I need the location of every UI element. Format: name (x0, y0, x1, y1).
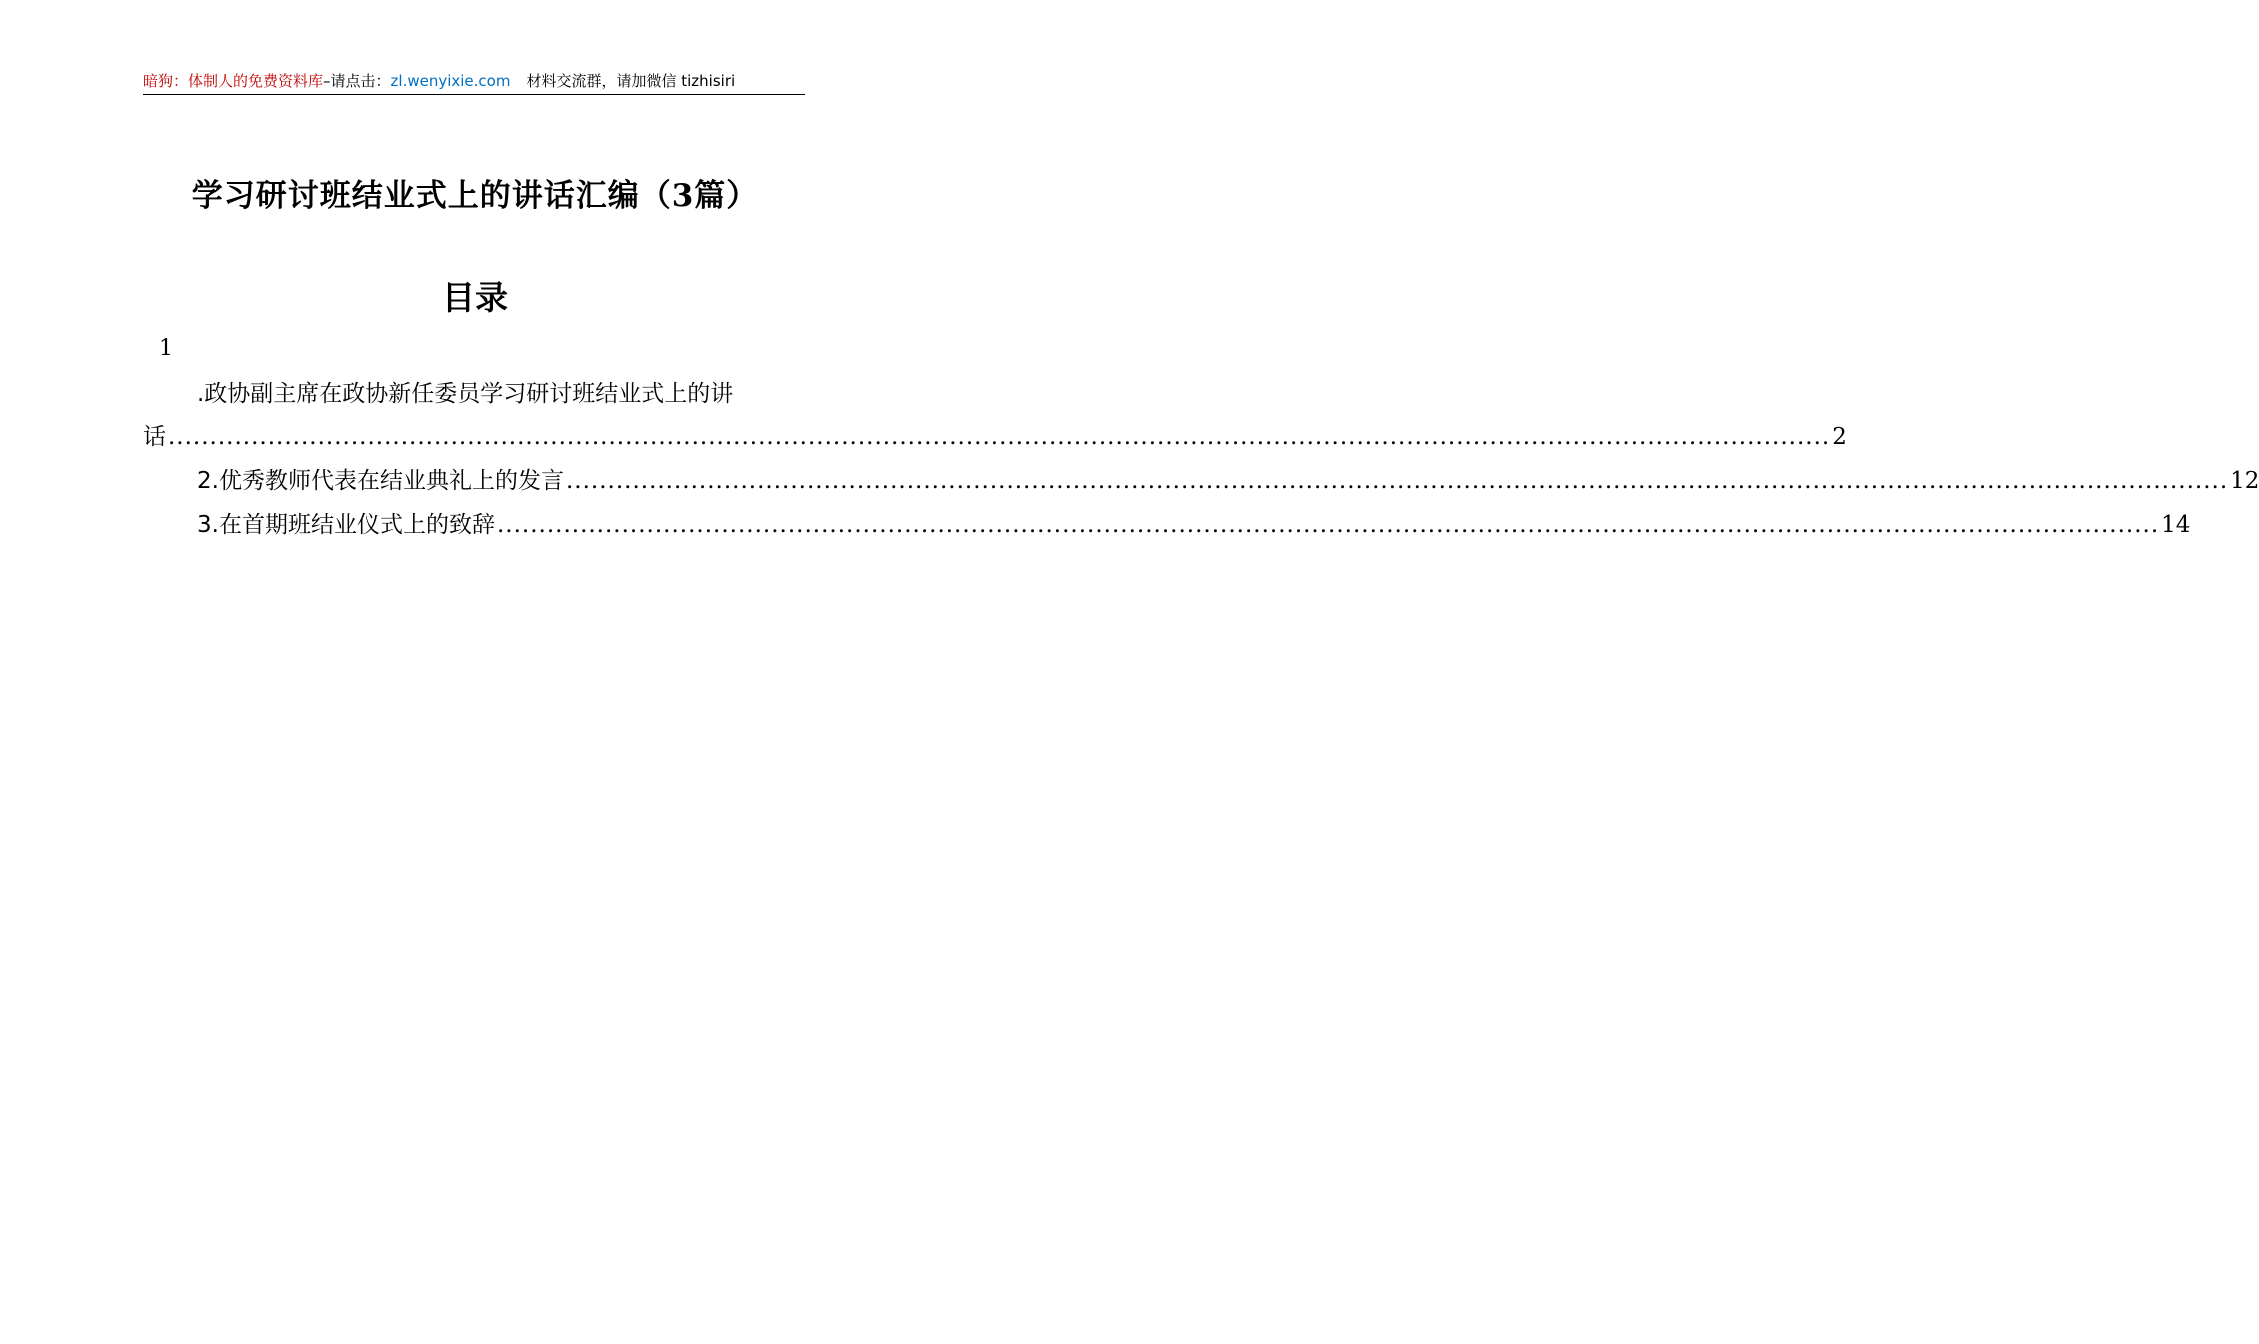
toc-entry-1-line1[interactable] (197, 377, 807, 411)
toc-entry-2-page: 12 (2230, 468, 2259, 494)
toc-entry-2-leader: ........................................................................................................................................................................................................ (565, 468, 2229, 494)
toc-entry-1-text-line2: 话 (143, 424, 166, 450)
header-brand: 暗狗：体制人的免费资料库 (143, 72, 324, 90)
toc-entry-1-line2[interactable] (143, 420, 1847, 454)
toc-entry-3-text: 3.在首期班结业仪式上的致辞 (197, 512, 495, 538)
header-click-prompt: –请点击： (323, 72, 391, 90)
toc-entry-2-text: 2.优秀教师代表在结业典礼上的发言 (197, 468, 564, 494)
toc-entry-1-text-line1: .政协副主席在政协新任委员学习研讨班结业式上的讲 (197, 381, 734, 407)
toc-entry-1-number: 1 (159, 336, 173, 361)
header-link[interactable]: zl.wenyixie.com (390, 72, 511, 90)
header-contact: 材料交流群，请加微信 tizhisiri (526, 72, 736, 90)
toc-entry-3[interactable] (197, 508, 2191, 542)
toc-heading: 目录 (442, 278, 508, 317)
document-title: 学习研讨班结业式上的讲话汇编（3篇） (191, 178, 759, 214)
page-header (143, 70, 805, 95)
toc-entry-1-page: 2 (1832, 424, 1847, 450)
toc-entry-3-page: 14 (2161, 512, 2191, 538)
toc-entry-2[interactable] (197, 464, 2259, 498)
toc-entry-1-leader: ........................................................................................................................................................................................................ (168, 424, 1831, 450)
toc-entry-3-leader: ........................................................................................................................................................................................................ (496, 512, 2160, 538)
